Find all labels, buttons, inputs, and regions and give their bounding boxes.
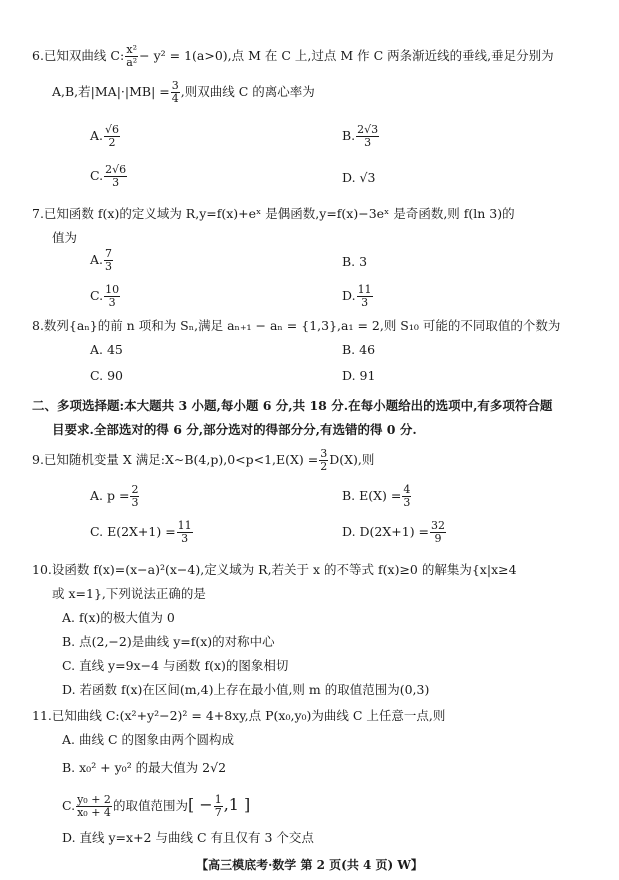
q8-option-d: D. 91 [342,368,376,383]
q9-option-d: D. D(2X+1) = $\frac{32}{9}$ [342,519,446,545]
q7-option-c: C. $\frac{10}{3}$ [90,283,120,309]
q6-text-b: − y² = 1(a>0),点 M 在 C 上,过点 M 作 C 两条渐近线的垂线,垂足分别为 [139,48,554,63]
q7-option-a: A. $\frac{7}{3}$ [90,247,113,273]
q10-option-c: C. 直线 y=9x−4 与函数 f(x)的图象相切 [62,658,289,673]
q7-option-b: B. 3 [342,254,368,269]
section2-line1: 二、多项选择题:本大题共 3 小题,每小题 6 分,共 18 分.在每小题给出的选项中,有多项符合题 [32,398,553,413]
q9-option-a: A. p = $\frac{2}{3}$ [90,483,139,509]
q10-option-d: D. 若函数 f(x)在区间(m,4)上存在最小值,则 m 的取值范围为(0,3) [62,682,430,697]
q6-option-d: D. √3 [342,170,376,185]
q11-option-d: D. 直线 y=x+2 与曲线 C 有且仅有 3 个交点 [62,830,314,845]
section2-line2: 目要求.全部选对的得 6 分,部分选对的得部分分,有选错的得 0 分. [52,422,417,437]
q6-line2: A,B,若|MA|·|MB| = $\frac{3}{4}$ ,则双曲线 C 的离心率为 [52,79,315,105]
q6-option-b: B. $\frac{2√3}{3}$ [342,123,379,149]
q10-line2: 或 x=1},下列说法正确的是 [52,586,206,601]
q8-line1: 8.数列{aₙ}的前 n 项和为 Sₙ,满足 aₙ₊₁ − aₙ = {1,3},a₁ = 2,则 S₁₀ 可能的不同取值的个数为 [32,318,561,333]
q7-line2: 值为 [52,230,78,245]
q10-line1: 10.设函数 f(x)=(x−a)²(x−4),定义域为 R,若关于 x 的不等式 f(x)≥0 的解集为{x|x≥4 [32,562,517,577]
q7-option-d: D. $\frac{11}{3}$ [342,283,372,309]
q7-line1: 7.已知函数 f(x)的定义域为 R,y=f(x)+eˣ 是偶函数,y=f(x)−3eˣ 是奇函数,则 f(ln 3)的 [32,206,515,221]
page-footer: 【高三模底考·数学 第 2 页(共 4 页) W】 [196,858,423,872]
q6-three-fourths: $\frac{3}{4}$ [171,79,179,105]
q6-x-over-a-fraction: $\frac{\text{x²}}{\text{a²}}$ [126,43,138,69]
q6-text-a: 6.已知双曲线 C: [32,48,125,63]
q6-line1 [32,44,554,69]
q8-option-b: B. 46 [342,342,376,357]
q10-option-a: A. f(x)的极大值为 0 [62,610,175,625]
q11-line1: 11.已知曲线 C:(x²+y²−2)² = 4+8xy,点 P(x₀,y₀)为曲线 C 上任意一点,则 [32,708,446,723]
q11-option-a: A. 曲线 C 的图象由两个圆构成 [62,732,234,747]
q6-option-c: C. $\frac{2√6}{3}$ [90,163,127,189]
q8-option-a: A. 45 [90,342,123,357]
q8-option-c: C. 90 [90,368,123,383]
q10-option-b: B. 点(2,−2)是曲线 y=f(x)的对称中心 [62,634,275,649]
q11-option-c: C. $\frac{\text{y₀ + 2}}{\text{x₀ + 4}}$ 的取值范围为[ − $\frac{1}{7}$ ,1 ] [62,793,251,819]
q9-option-b: B. E(X) = $\frac{4}{3}$ [342,483,411,509]
q9-option-c: C. E(2X+1) = $\frac{11}{3}$ [90,519,192,545]
q6-option-a: A. $\frac{√6}{2}$ [90,123,120,149]
q11-option-b: B. x₀² + y₀² 的最大值为 2√2 [62,760,227,775]
q11-c-fraction: $\frac{\text{y₀ + 2}}{\text{x₀ + 4}}$ [77,793,111,819]
q9-line1: 9.已知随机变量 X 满足:X∼B(4,p),0<p<1,E(X) = $\frac{3}{2}$ D(X),则 [32,447,375,473]
